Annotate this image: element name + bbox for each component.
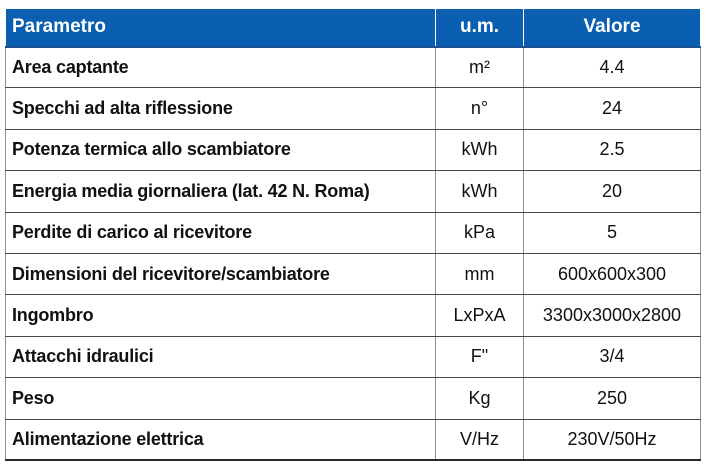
row-value: 3/4	[524, 336, 701, 377]
spec-table	[5, 8, 701, 461]
row-unit: F"	[436, 336, 524, 377]
row-param: Energia media giornaliera (lat. 42 N. Roma)	[6, 171, 436, 212]
row-value: 5	[524, 212, 701, 253]
table-row	[6, 336, 701, 377]
row-value: 20	[524, 171, 701, 212]
row-param: Ingombro	[6, 295, 436, 336]
table-row	[6, 171, 701, 212]
row-param: Dimensioni del ricevitore/scambiatore	[6, 253, 436, 294]
row-param: Potenza termica allo scambiatore	[6, 129, 436, 170]
row-unit: kWh	[436, 129, 524, 170]
row-unit: kPa	[436, 212, 524, 253]
table-row	[6, 295, 701, 336]
row-value: 4.4	[524, 47, 701, 88]
row-unit: m²	[436, 47, 524, 88]
header-row	[6, 9, 701, 47]
header-param: Parametro	[6, 9, 436, 47]
row-value: 2.5	[524, 129, 701, 170]
table-row	[6, 253, 701, 294]
table-row	[6, 88, 701, 129]
header-value: Valore	[524, 9, 701, 47]
row-value: 230V/50Hz	[524, 419, 701, 460]
row-param: Perdite di carico al ricevitore	[6, 212, 436, 253]
row-value: 24	[524, 88, 701, 129]
row-unit: LxPxA	[436, 295, 524, 336]
row-value: 250	[524, 378, 701, 419]
table-row	[6, 419, 701, 460]
table-header	[6, 9, 701, 47]
row-param: Peso	[6, 378, 436, 419]
table-row	[6, 47, 701, 88]
table-body	[6, 47, 701, 461]
row-value: 3300x3000x2800	[524, 295, 701, 336]
table-row	[6, 378, 701, 419]
row-unit: n°	[436, 88, 524, 129]
row-unit: kWh	[436, 171, 524, 212]
table-row	[6, 212, 701, 253]
row-param: Area captante	[6, 47, 436, 88]
row-unit: Kg	[436, 378, 524, 419]
row-value: 600x600x300	[524, 253, 701, 294]
table-row	[6, 129, 701, 170]
spec-table-container	[5, 8, 700, 461]
row-param: Specchi ad alta riflessione	[6, 88, 436, 129]
row-param: Alimentazione elettrica	[6, 419, 436, 460]
row-param: Attacchi idraulici	[6, 336, 436, 377]
header-unit: u.m.	[436, 9, 524, 47]
row-unit: mm	[436, 253, 524, 294]
row-unit: V/Hz	[436, 419, 524, 460]
